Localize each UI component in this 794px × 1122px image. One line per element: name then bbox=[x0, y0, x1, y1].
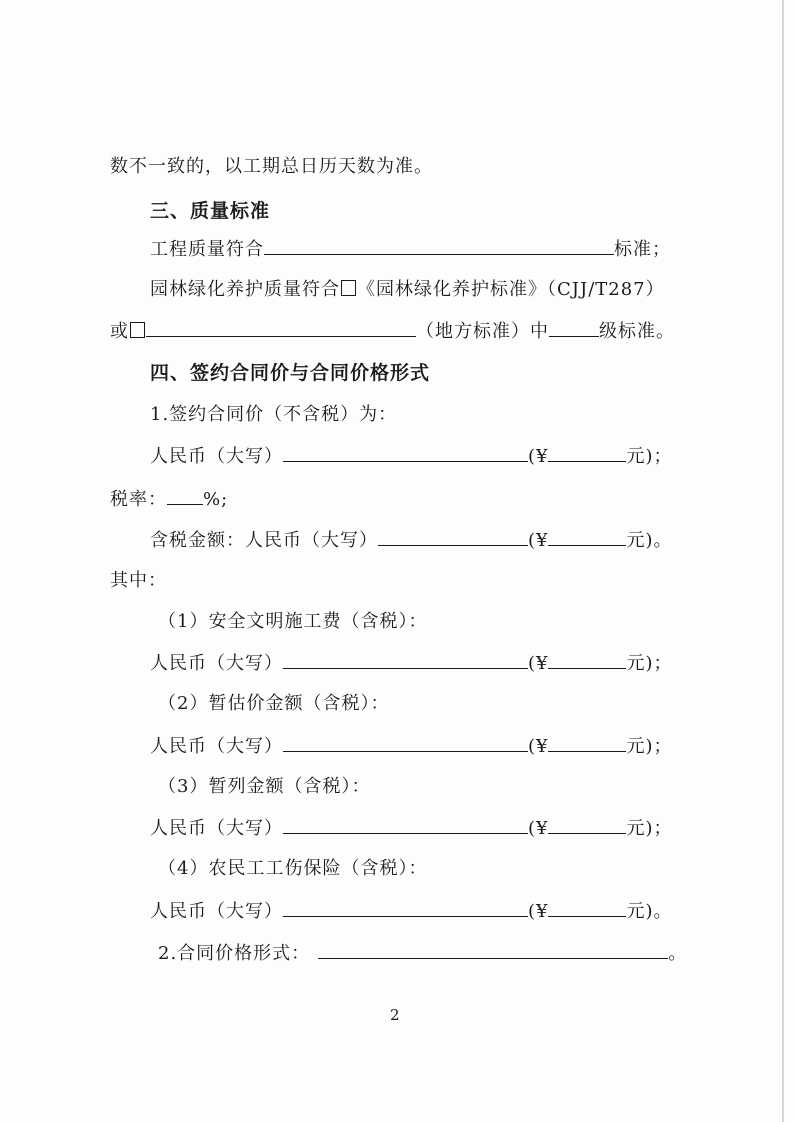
label-text: 1.签约合同价（不含税）为： bbox=[150, 404, 398, 425]
label-text: 2.合同价格形式： bbox=[158, 943, 311, 964]
label-text: （地方标准）中 bbox=[416, 321, 549, 342]
label-text: 元)； bbox=[626, 446, 673, 467]
price-excl-tax-line bbox=[150, 443, 673, 469]
label-text: 《园林绿化养护标准》（CJJ/T287） bbox=[357, 279, 665, 300]
label-text: 人民币（大写） bbox=[150, 818, 283, 839]
label-text: (¥ bbox=[528, 818, 549, 839]
item-contingency-label bbox=[158, 775, 370, 799]
amount-number-blank[interactable] bbox=[548, 527, 626, 546]
label-text: 含税金额：人民币（大写） bbox=[150, 530, 378, 551]
page-number: 2 bbox=[390, 1006, 400, 1024]
item-safety-fee-amount bbox=[150, 650, 673, 676]
amount-number-blank[interactable] bbox=[548, 650, 626, 669]
label-text: (¥ bbox=[528, 736, 549, 757]
section-heading-quality bbox=[150, 199, 270, 223]
grade-blank[interactable] bbox=[549, 318, 599, 337]
greening-standard-line bbox=[150, 278, 665, 302]
heading-text: 三、质量标准 bbox=[150, 200, 271, 222]
label-text: （3）暂列金额（含税）： bbox=[158, 776, 371, 797]
item-provisional-sum-amount bbox=[150, 733, 673, 759]
label-text: （1）安全文明施工费（含税）： bbox=[158, 611, 428, 632]
of-which-label bbox=[110, 569, 167, 593]
price-form-blank[interactable] bbox=[318, 940, 668, 959]
checkbox-national-standard[interactable] bbox=[341, 280, 356, 296]
amount-number-blank[interactable] bbox=[548, 443, 626, 462]
amount-number-blank[interactable] bbox=[548, 898, 626, 917]
heading-text: 四、签约合同价与合同价格形式 bbox=[150, 362, 431, 384]
label-text: 。 bbox=[668, 943, 688, 964]
amount-words-blank[interactable] bbox=[378, 527, 528, 546]
label-text: 元)。 bbox=[626, 901, 673, 922]
label-text: 人民币（大写） bbox=[150, 446, 283, 467]
label-text: 园林绿化养护质量符合 bbox=[150, 279, 340, 300]
label-text: 标准； bbox=[614, 239, 671, 260]
item-safety-fee-label bbox=[158, 610, 427, 634]
label-text: 人民币（大写） bbox=[150, 901, 283, 922]
label-text: 元)。 bbox=[626, 530, 673, 551]
text-line-continuation bbox=[110, 155, 433, 179]
contract-price-label bbox=[150, 403, 397, 427]
amount-words-blank[interactable] bbox=[283, 815, 528, 834]
continuation-text: 数不一致的，以工期总日历天数为准。 bbox=[110, 156, 433, 177]
item-contingency-amount bbox=[150, 815, 673, 841]
price-form-line bbox=[158, 940, 687, 966]
item-injury-insurance-amount bbox=[150, 898, 673, 924]
amount-number-blank[interactable] bbox=[548, 733, 626, 752]
item-injury-insurance-label bbox=[158, 857, 427, 881]
amount-incl-tax-line bbox=[150, 527, 673, 553]
amount-words-blank[interactable] bbox=[283, 443, 528, 462]
checkbox-local-standard[interactable] bbox=[130, 322, 145, 338]
amount-words-blank[interactable] bbox=[283, 898, 528, 917]
label-text: 工程质量符合 bbox=[150, 239, 264, 260]
local-standard-blank[interactable] bbox=[146, 318, 416, 337]
local-standard-line bbox=[110, 318, 675, 344]
quality-standard-blank[interactable] bbox=[264, 236, 614, 255]
tax-rate-blank[interactable] bbox=[167, 486, 203, 505]
label-text: %; bbox=[203, 489, 229, 510]
label-text: 或 bbox=[110, 321, 129, 342]
amount-words-blank[interactable] bbox=[283, 650, 528, 669]
section-heading-contract-price bbox=[150, 361, 430, 385]
label-text: (¥ bbox=[528, 530, 549, 551]
item-provisional-sum-label bbox=[158, 692, 389, 716]
label-text: (¥ bbox=[528, 446, 549, 467]
label-text: (¥ bbox=[528, 653, 549, 674]
label-text: 其中： bbox=[110, 570, 167, 591]
tax-rate-line bbox=[110, 486, 228, 512]
label-text: 元)； bbox=[626, 653, 673, 674]
amount-words-blank[interactable] bbox=[283, 733, 528, 752]
label-text: 人民币（大写） bbox=[150, 653, 283, 674]
page-edge-shadow bbox=[782, 0, 784, 1122]
amount-number-blank[interactable] bbox=[548, 815, 626, 834]
label-text: 级标准。 bbox=[599, 321, 675, 342]
quality-standard-line bbox=[150, 236, 671, 262]
label-text: 元)； bbox=[626, 818, 673, 839]
label-text: (¥ bbox=[528, 901, 549, 922]
label-text: （4）农民工工伤保险（含税）： bbox=[158, 858, 428, 879]
label-text: 人民币（大写） bbox=[150, 736, 283, 757]
label-text: 税率： bbox=[110, 489, 167, 510]
label-text: 元)； bbox=[626, 736, 673, 757]
label-text: （2）暂估价金额（含税）： bbox=[158, 693, 390, 714]
